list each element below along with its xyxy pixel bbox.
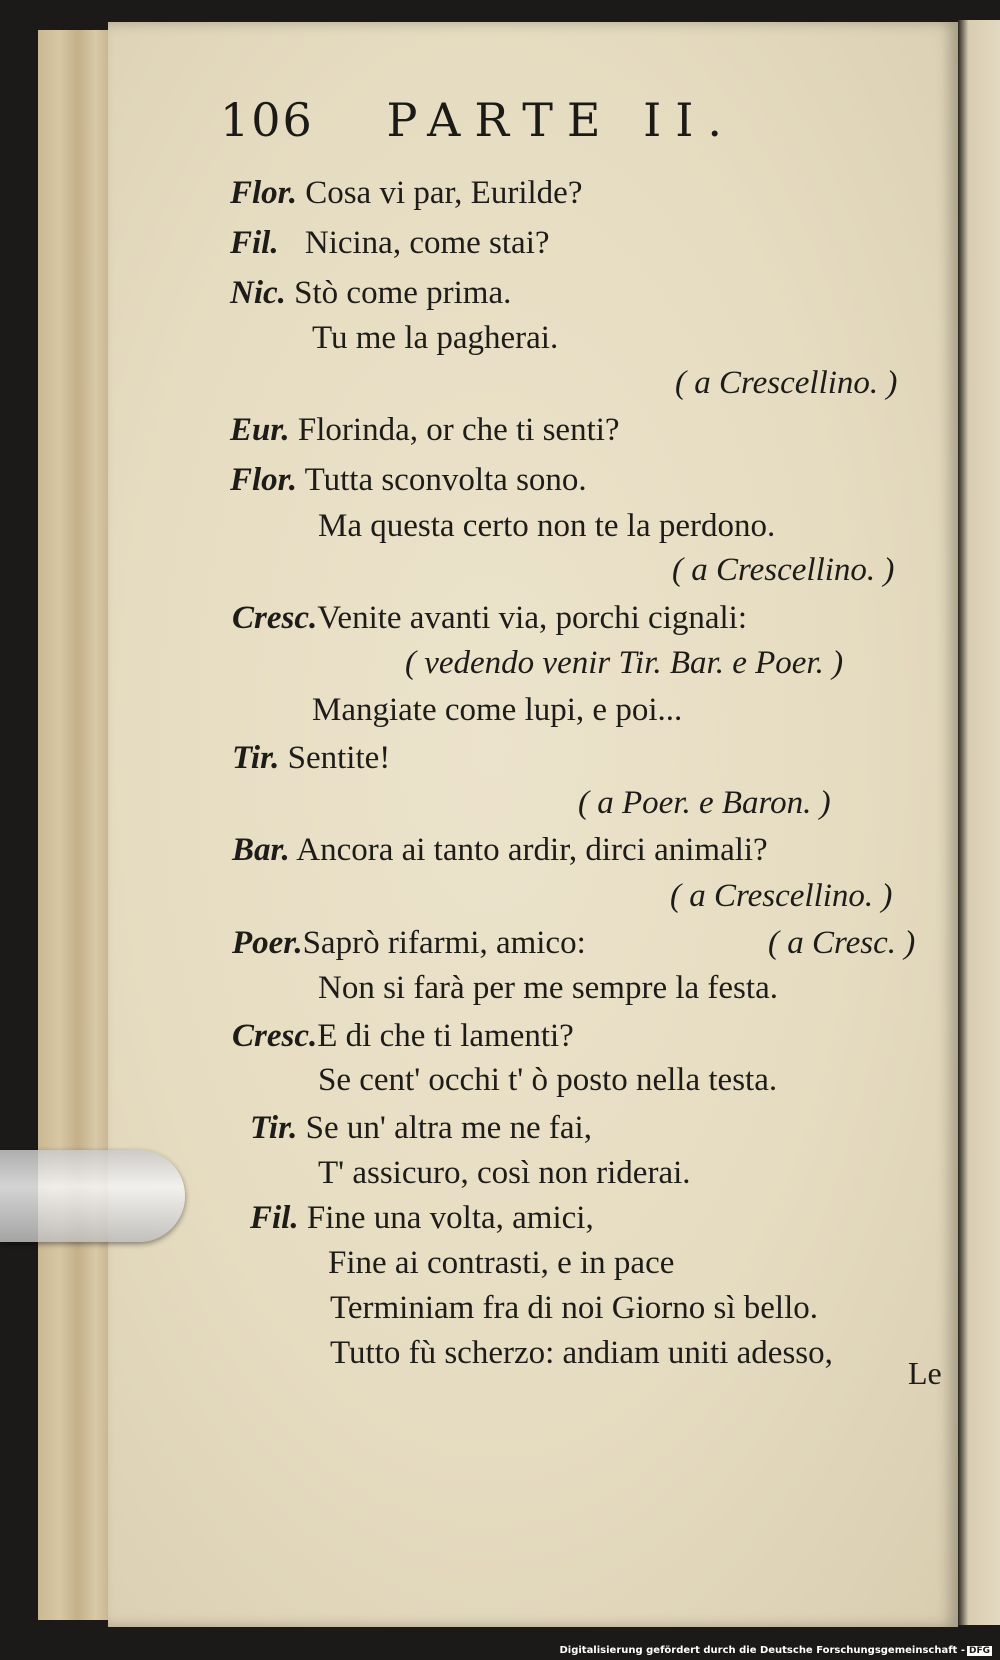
verse-line bbox=[230, 225, 550, 262]
line-text: Terminiam fra di noi Giorno sì bello. bbox=[330, 1290, 819, 1326]
verse-line bbox=[230, 175, 582, 212]
verse-line bbox=[318, 508, 775, 545]
line-text: Se cent' occhi t' ò posto nella testa. bbox=[318, 1062, 778, 1098]
line-text: Fine ai contrasti, e in pace bbox=[328, 1245, 675, 1281]
verse-line bbox=[312, 320, 558, 357]
page-header bbox=[220, 93, 736, 147]
line-text: Ma questa certo non te la perdono. bbox=[318, 508, 776, 544]
speaker-name: Tir. bbox=[232, 740, 280, 776]
verse-line bbox=[250, 1110, 592, 1147]
verse-line bbox=[232, 1018, 574, 1055]
line-text: E di che ti lamenti? bbox=[317, 1018, 574, 1054]
stage-direction: ( a Crescellino. ) bbox=[672, 552, 895, 588]
speaker-name: Cresc. bbox=[232, 600, 318, 636]
catchword: Le bbox=[908, 1355, 942, 1391]
line-text: Venite avanti via, porchi cignali: bbox=[317, 600, 748, 636]
verse-line bbox=[232, 925, 586, 962]
line-text: Se un' altra me ne fai, bbox=[305, 1110, 592, 1146]
verse-line bbox=[318, 1155, 691, 1192]
speaker-name: Tir. bbox=[250, 1110, 298, 1146]
verse-line bbox=[230, 275, 511, 312]
verse-line bbox=[230, 462, 587, 499]
verse-line bbox=[232, 832, 768, 869]
verse-line bbox=[328, 1245, 674, 1282]
verse-line bbox=[330, 1290, 818, 1327]
dfg-logo: DFG bbox=[968, 1646, 990, 1656]
speaker-name: Eur. bbox=[230, 412, 290, 448]
stage-direction: ( a Cresc. ) bbox=[768, 925, 916, 961]
line-text: Non si farà per me sempre la festa. bbox=[318, 970, 778, 1006]
line-text: Fine una volta, amici, bbox=[306, 1200, 594, 1236]
stage-direction: ( a Crescellino. ) bbox=[670, 878, 893, 914]
line-text: Saprò rifarmi, amico: bbox=[302, 925, 586, 961]
verse-line bbox=[318, 970, 778, 1007]
credit-text: Digitalisierung gefördert durch die Deutsche Forschungsgemeinschaft - bbox=[559, 1645, 965, 1656]
speaker-name: Nic. bbox=[230, 275, 286, 311]
verse-line bbox=[230, 412, 620, 449]
page-holder-clip bbox=[0, 1150, 185, 1242]
line-text: Stò come prima. bbox=[294, 275, 512, 311]
stage-direction: ( a Crescellino. ) bbox=[675, 365, 898, 401]
running-title: PARTE II. bbox=[386, 93, 737, 147]
book-page-edges bbox=[38, 30, 110, 1620]
speaker-name: Bar. bbox=[232, 832, 290, 868]
facing-page-edge bbox=[958, 20, 1000, 1625]
verse-line bbox=[232, 600, 747, 637]
line-text: T' assicuro, così non riderai. bbox=[318, 1155, 691, 1191]
speaker-name: Fil. bbox=[250, 1200, 299, 1236]
line-text: Sentite! bbox=[287, 740, 391, 776]
line-text: Ancora ai tanto ardir, dirci animali? bbox=[296, 832, 768, 868]
line-text: Florinda, or che ti senti? bbox=[297, 412, 620, 448]
line-text: Tu me la pagherai. bbox=[312, 320, 559, 356]
stage-direction: ( a Poer. e Baron. ) bbox=[578, 785, 831, 821]
verse-line bbox=[250, 1200, 594, 1237]
speaker-name: Cresc. bbox=[232, 1018, 318, 1054]
stage-direction: ( vedendo venir Tir. Bar. e Poer. ) bbox=[405, 645, 844, 681]
speaker-name: Flor. bbox=[230, 175, 297, 211]
line-text: Mangiate come lupi, e poi... bbox=[312, 692, 683, 728]
verse-line bbox=[318, 1062, 777, 1099]
page-number: 106 bbox=[220, 93, 314, 147]
speaker-name: Flor. bbox=[230, 462, 297, 498]
line-text: Tutta sconvolta sono. bbox=[304, 462, 587, 498]
line-text: Nicina, come stai? bbox=[304, 225, 550, 261]
verse-line bbox=[232, 740, 390, 777]
speaker-name: Poer. bbox=[232, 925, 303, 961]
verse-line bbox=[312, 692, 682, 729]
speaker-name: Fil. bbox=[230, 225, 279, 261]
book-page bbox=[108, 22, 958, 1627]
line-text: Cosa vi par, Eurilde? bbox=[305, 175, 583, 211]
line-text: Tutto fù scherzo: andiam uniti adesso, bbox=[330, 1335, 833, 1371]
digitization-credit bbox=[559, 1645, 992, 1656]
verse-line bbox=[330, 1335, 833, 1372]
